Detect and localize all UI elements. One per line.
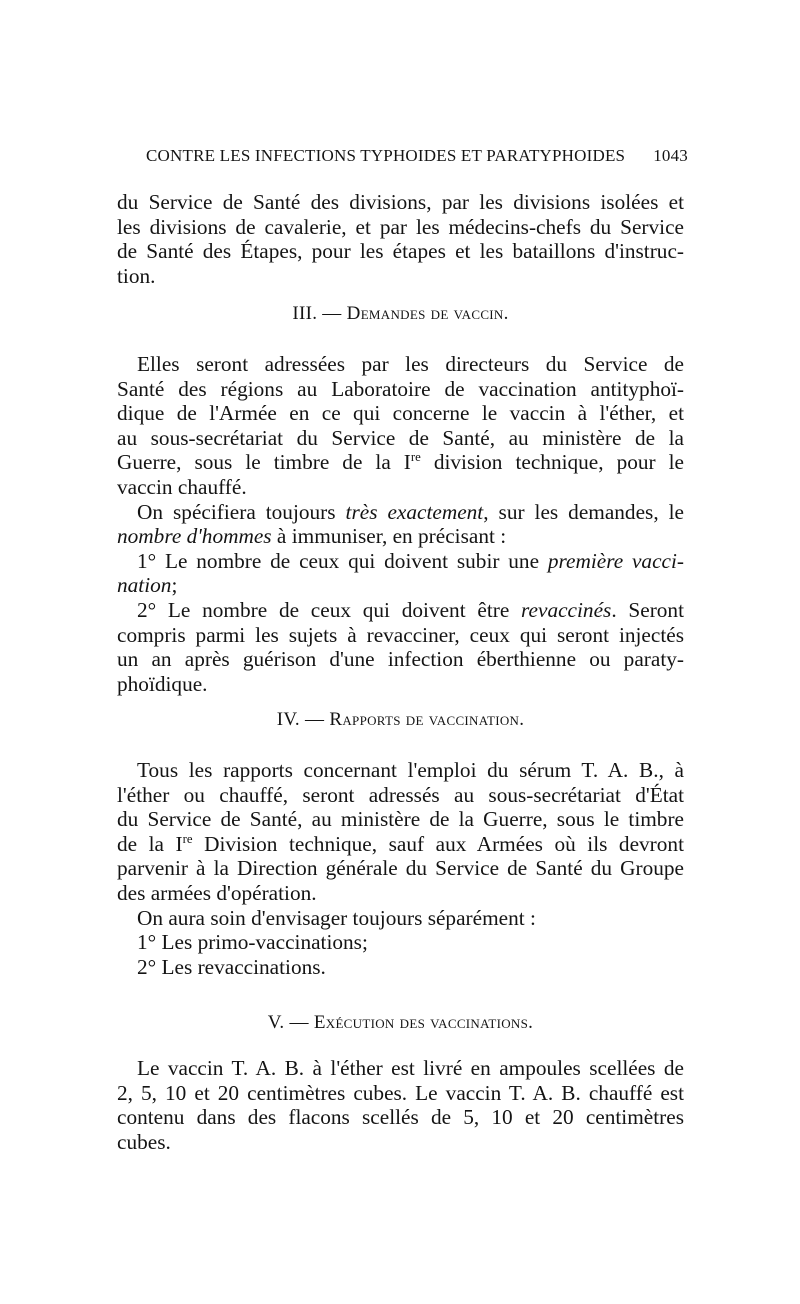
emphasis: nation [117, 573, 172, 598]
text-fragment: , sur les demandes, le [483, 499, 684, 524]
text-line: l'éther ou chauffé, seront adressés au sous-secrétariat d'État [117, 782, 684, 807]
text-line: Santé des régions au Laboratoire de vaccination antityphoï- [117, 376, 684, 401]
text-line: des armées d'opération. [117, 880, 317, 905]
emphasis: première vacci- [547, 548, 684, 573]
text-line: contenu dans des flacons scellés de 5, 10 et 20 centimètres [117, 1105, 684, 1130]
running-head [146, 146, 686, 166]
section-title: Rapports de vaccination. [329, 709, 525, 730]
emphasis: très exactement [345, 499, 484, 524]
text-line [117, 500, 684, 525]
text-fragment: 2° Le nombre de ceux qui doivent être [137, 597, 522, 622]
page-number: 1043 [653, 146, 688, 165]
list-item: 2° Les revaccinations. [137, 954, 326, 979]
text-line: parvenir à la Direction générale du Service de Santé du Groupe [117, 856, 684, 881]
text-line: Le vaccin T. A. B. à l'éther est livré en ampoules scellées de [137, 1056, 684, 1080]
intro-paragraph [117, 190, 684, 288]
text-fragment: ; [171, 573, 178, 598]
text-line: du Service de Santé, au ministère de la Guerre, sous le timbre [117, 807, 684, 832]
section-title: Exécution des vaccinations. [313, 1012, 534, 1033]
text-line: de Santé des Étapes, pour les étapes et les bataillons d'instruc- [117, 239, 684, 264]
section-5-body [117, 1056, 684, 1154]
section-heading-5 [117, 1012, 684, 1034]
text-fragment: Division technique, sauf aux Armées où ils devront [204, 831, 684, 856]
emphasis: nombre d'hommes [117, 524, 272, 549]
text-line: du Service de Santé des divisions, par les divisions isolées et [117, 190, 684, 214]
text-line: Elles seront adressées par les directeurs du Service de [137, 352, 684, 376]
text-fragment: . Seront [611, 597, 684, 622]
text-line: au sous-secrétariat du Service de Santé, au ministère de la [117, 425, 684, 450]
text-line: On aura soin d'envisager toujours séparément : [137, 905, 536, 930]
text-line: compris parmi les sujets à revacciner, ceux qui seront injectés [117, 622, 684, 647]
text-line: tion. [117, 263, 156, 288]
text-line: Tous les rapports concernant l'emploi du sérum T. A. B., à [137, 758, 684, 782]
text-line: phoïdique. [117, 671, 208, 696]
text-fragment: 1° Le nombre de ceux qui doivent subir une [137, 548, 548, 573]
emphasis: revaccinés [521, 597, 612, 622]
running-title: CONTRE LES INFECTIONS TYPHOIDES ET PARATYPHOIDES [146, 146, 626, 165]
text-fragment: à immuniser, en précisant : [271, 524, 507, 549]
section-4-body [117, 758, 684, 979]
text-line: vaccin chauffé. [117, 474, 247, 499]
text-line [117, 573, 684, 598]
section-3-body [117, 352, 684, 696]
section-heading-3 [117, 303, 684, 325]
text-line: dique de l'Armée en ce qui concerne le vaccin à l'éther, et [117, 401, 684, 426]
text-fragment: Guerre, sous le timbre de la I [117, 450, 411, 475]
text-line [117, 832, 684, 857]
text-fragment: On spécifiera toujours [137, 499, 346, 524]
text-line: un an après guérison d'une infection éberthienne ou paraty- [117, 647, 684, 672]
list-item [117, 598, 684, 623]
text-line: 2, 5, 10 et 20 centimètres cubes. Le vaccin T. A. B. chauffé est [117, 1080, 684, 1105]
list-item: 1° Les primo-vaccinations; [137, 930, 368, 955]
section-number: IV. — [276, 709, 325, 730]
text-fragment: de la I [117, 831, 183, 856]
section-number: V. — [267, 1012, 309, 1033]
text-fragment: division technique, pour le [433, 450, 684, 475]
text-line [117, 524, 684, 549]
list-item [117, 549, 684, 574]
text-line [117, 450, 684, 475]
section-title: Demandes de vaccin. [346, 303, 509, 324]
text-line: cubes. [117, 1129, 171, 1154]
superscript: re [182, 831, 193, 846]
text-line: les divisions de cavalerie, et par les médecins-chefs du Service [117, 214, 684, 239]
superscript: re [410, 450, 421, 465]
section-heading-4 [117, 709, 684, 731]
section-number: III. — [292, 303, 342, 324]
